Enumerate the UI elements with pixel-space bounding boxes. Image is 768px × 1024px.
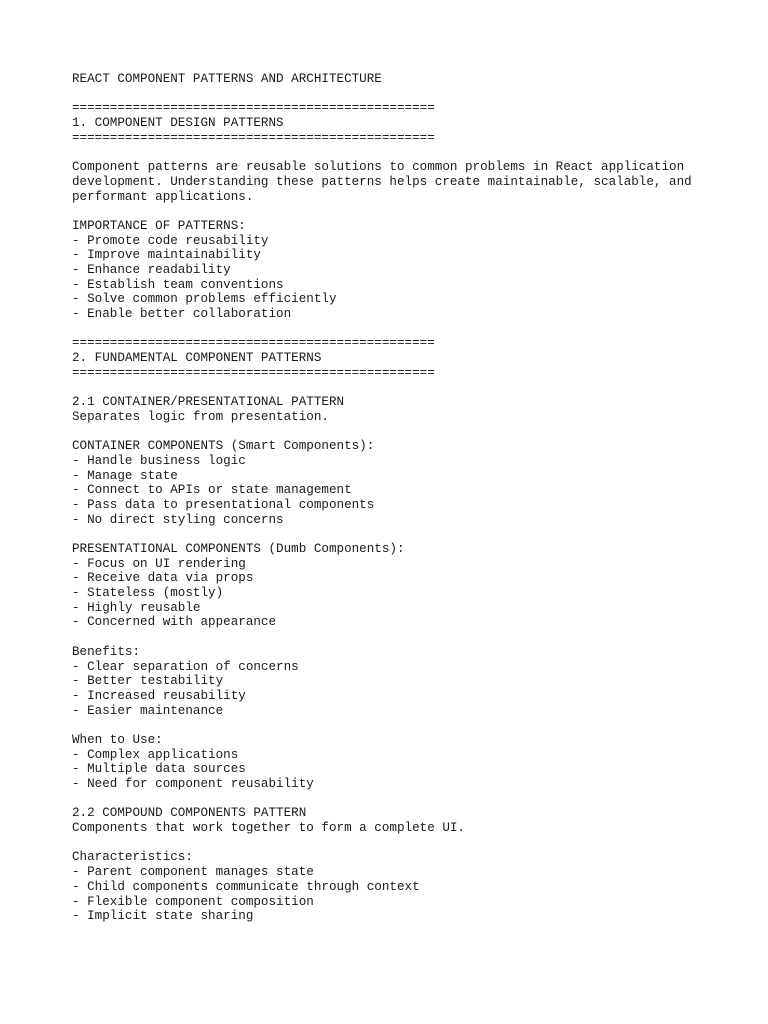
list-item: - Clear separation of concerns — [72, 659, 299, 674]
spacer — [72, 145, 752, 160]
section-rule: ================================================ — [72, 336, 435, 351]
document-title: REACT COMPONENT PATTERNS AND ARCHITECTURE — [72, 72, 382, 86]
list-item: - Child components communicate through context — [72, 879, 420, 894]
document-page — [72, 72, 752, 924]
list-item: - Focus on UI rendering — [72, 556, 246, 571]
list-item: - No direct styling concerns — [72, 512, 284, 527]
spacer — [72, 87, 752, 102]
list-item: - Parent component manages state — [72, 865, 314, 880]
list-item: - Connect to APIs or state management — [72, 483, 352, 498]
list-item: - Concerned with appearance — [72, 615, 277, 630]
list-item: - Solve common problems efficiently — [72, 292, 337, 307]
container-components-label: CONTAINER COMPONENTS (Smart Components): — [72, 439, 375, 454]
presentational-components-label: PRESENTATIONAL COMPONENTS (Dumb Components): — [72, 542, 405, 556]
section-rule: ================================================ — [72, 130, 435, 145]
benefits-label: Benefits: — [72, 644, 141, 659]
list-item: - Easier maintenance — [72, 703, 224, 718]
list-item: - Complex applications — [72, 747, 239, 762]
when-to-use-label: When to Use: — [72, 732, 163, 747]
spacer — [72, 718, 752, 733]
spacer — [72, 792, 752, 807]
list-item: - Pass data to presentational components — [72, 497, 375, 512]
spacer — [72, 380, 752, 395]
list-item: - Manage state — [72, 468, 178, 483]
intro-line: performant applications. — [72, 189, 254, 204]
list-item: - Enable better collaboration — [72, 307, 292, 321]
spacer — [72, 322, 752, 337]
intro-line: development. Understanding these patterns helps create maintainable, scalable, and — [72, 174, 692, 189]
spacer — [72, 425, 752, 440]
subsection-2-1-description: Separates logic from presentation. — [72, 409, 329, 424]
section-2-heading: 2. FUNDAMENTAL COMPONENT PATTERNS — [72, 351, 322, 366]
subsection-2-2-heading: 2.2 COMPOUND COMPONENTS PATTERN — [72, 806, 307, 821]
list-item: - Multiple data sources — [72, 762, 246, 777]
list-item: - Increased reusability — [72, 688, 246, 703]
spacer — [72, 836, 752, 851]
section-rule: ================================================ — [72, 101, 435, 116]
list-item: - Receive data via props — [72, 571, 254, 586]
list-item: - Highly reusable — [72, 600, 201, 615]
list-item: - Implicit state sharing — [72, 909, 254, 924]
importance-label: IMPORTANCE OF PATTERNS: — [72, 218, 246, 233]
section-1-heading: 1. COMPONENT DESIGN PATTERNS — [72, 116, 284, 131]
list-item: - Promote code reusability — [72, 233, 269, 248]
list-item: - Enhance readability — [72, 262, 231, 277]
spacer — [72, 527, 752, 542]
intro-line: Component patterns are reusable solutions to common problems in React application — [72, 160, 685, 175]
list-item: - Better testability — [72, 674, 224, 689]
subsection-2-1-heading: 2.1 CONTAINER/PRESENTATIONAL PATTERN — [72, 395, 345, 410]
subsection-2-2-description: Components that work together to form a complete UI. — [72, 821, 465, 836]
spacer — [72, 630, 752, 645]
list-item: - Flexible component composition — [72, 894, 314, 909]
list-item: - Handle business logic — [72, 453, 246, 468]
list-item: - Improve maintainability — [72, 248, 261, 263]
characteristics-label: Characteristics: — [72, 850, 193, 865]
section-rule: ================================================ — [72, 365, 435, 380]
list-item: - Stateless (mostly) — [72, 586, 224, 601]
spacer — [72, 204, 752, 219]
list-item: - Need for component reusability — [72, 777, 314, 791]
list-item: - Establish team conventions — [72, 277, 284, 292]
